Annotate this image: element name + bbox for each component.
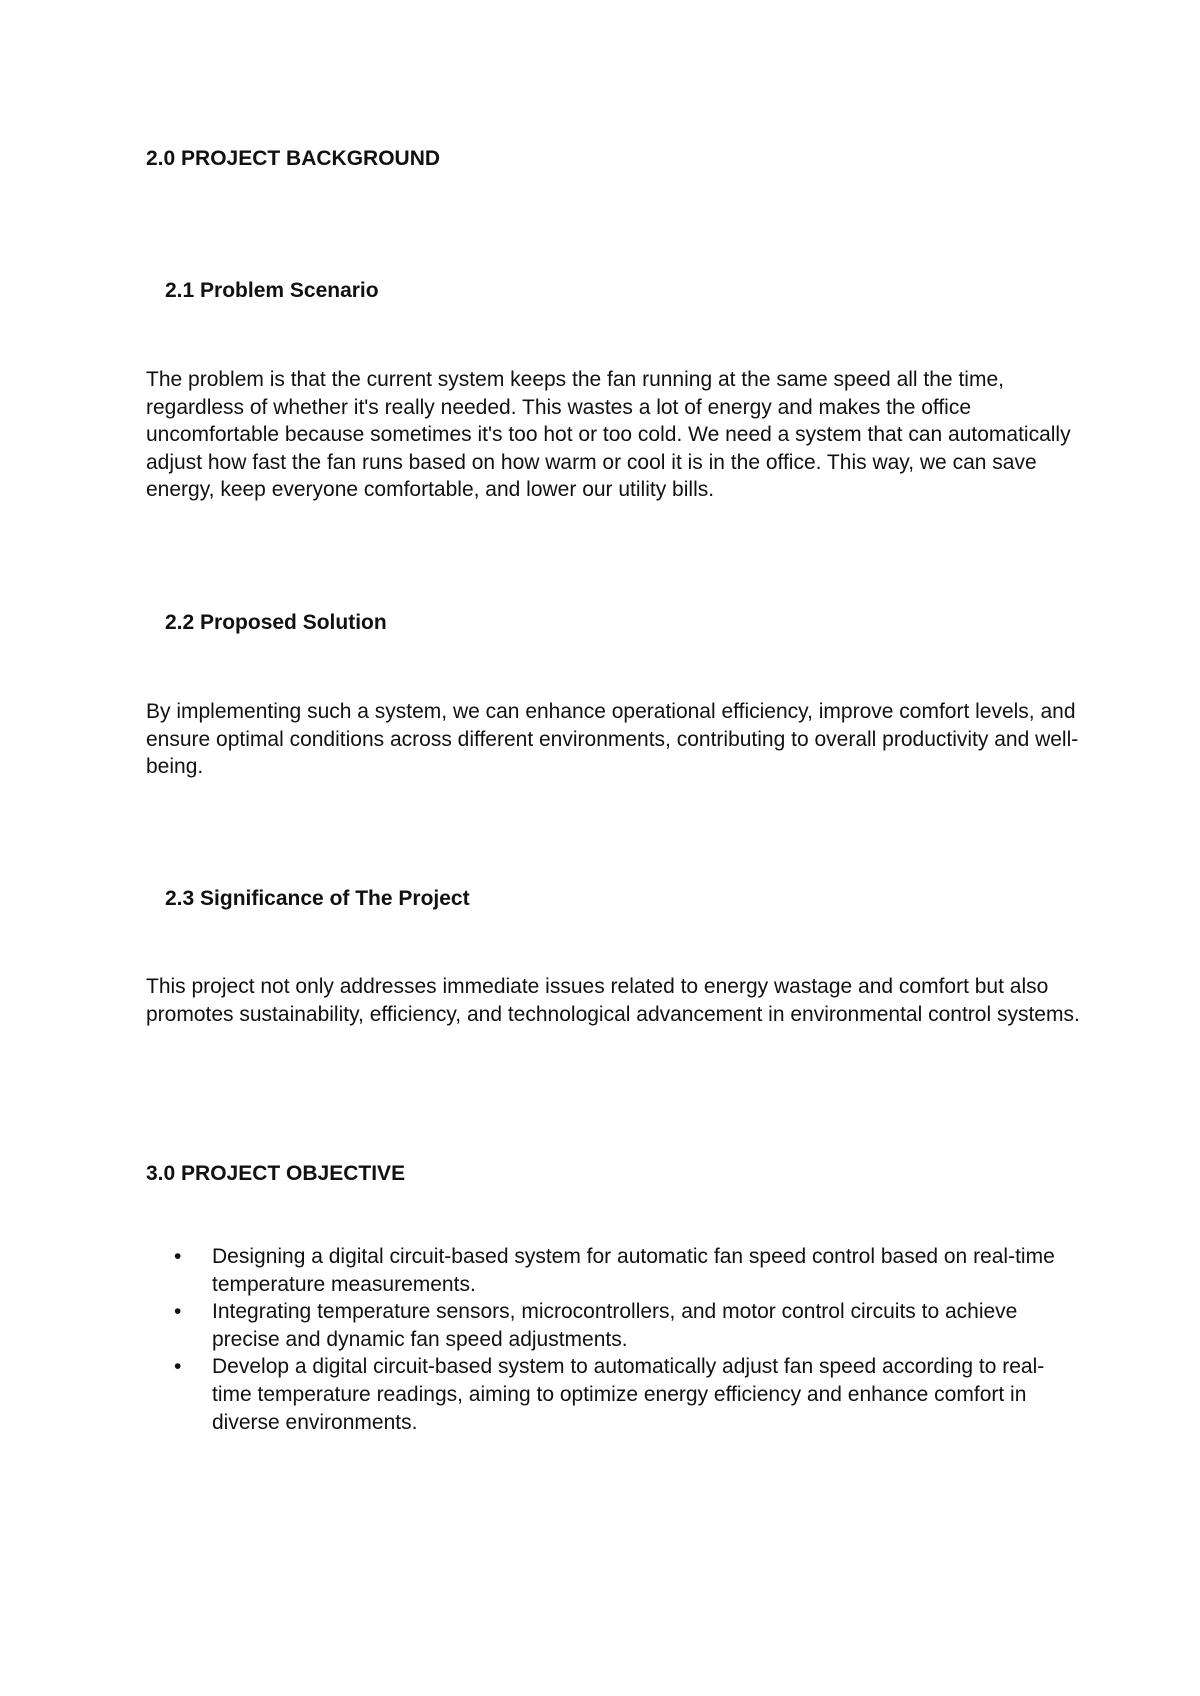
- problem-scenario-paragraph: The problem is that the current system keeps the fan running at the same speed all the time, regardless of whether it's really needed. This wastes a lot of energy and makes the office uncomfortable because sometimes it's too hot or too cold. We need a system that can automatically adjust how fast the fan runs based on how warm or cool it is in the office. This way, we can save energy, keep everyone comfortable, and lower our utility bills.: [146, 368, 1071, 502]
- objective-text: Integrating temperature sensors, microcontrollers, and motor control circuits to achieve precise and dynamic fan speed adjustments.: [212, 1300, 1018, 1351]
- bullet-icon: •: [174, 1245, 182, 1268]
- list-item: [146, 1243, 1076, 1298]
- bullet-icon: •: [174, 1300, 182, 1324]
- subsection-2-3-heading: 2.3 Significance of The Project: [165, 887, 470, 910]
- section-3-heading: 3.0 PROJECT OBJECTIVE: [146, 1162, 406, 1185]
- objective-text: Designing a digital circuit-based system for automatic fan speed control based on real-time temperature measurements.: [212, 1245, 1055, 1296]
- objective-text: Develop a digital circuit-based system to automatically adjust fan speed according to real-time temperature readings, aiming to optimize energy efficiency and enhance comfort in diverse environments.: [212, 1355, 1045, 1434]
- bullet-icon: •: [174, 1355, 182, 1379]
- proposed-solution-paragraph: By implementing such a system, we can enhance operational efficiency, improve comfort levels, and ensure optimal conditions across different environments, contributing to overall productivity and well-being.: [146, 700, 1079, 779]
- significance-paragraph: This project not only addresses immediate issues related to energy wastage and comfort but also promotes sustainability, efficiency, and technological advancement in environmental control systems.: [146, 975, 1080, 1026]
- subsection-2-2-heading: 2.2 Proposed Solution: [165, 611, 387, 634]
- list-item: [146, 1353, 1076, 1436]
- section-2-heading: 2.0 PROJECT BACKGROUND: [146, 147, 441, 170]
- objectives-list: [146, 1243, 1076, 1436]
- subsection-2-1-heading: 2.1 Problem Scenario: [165, 279, 379, 302]
- list-item: [146, 1298, 1076, 1353]
